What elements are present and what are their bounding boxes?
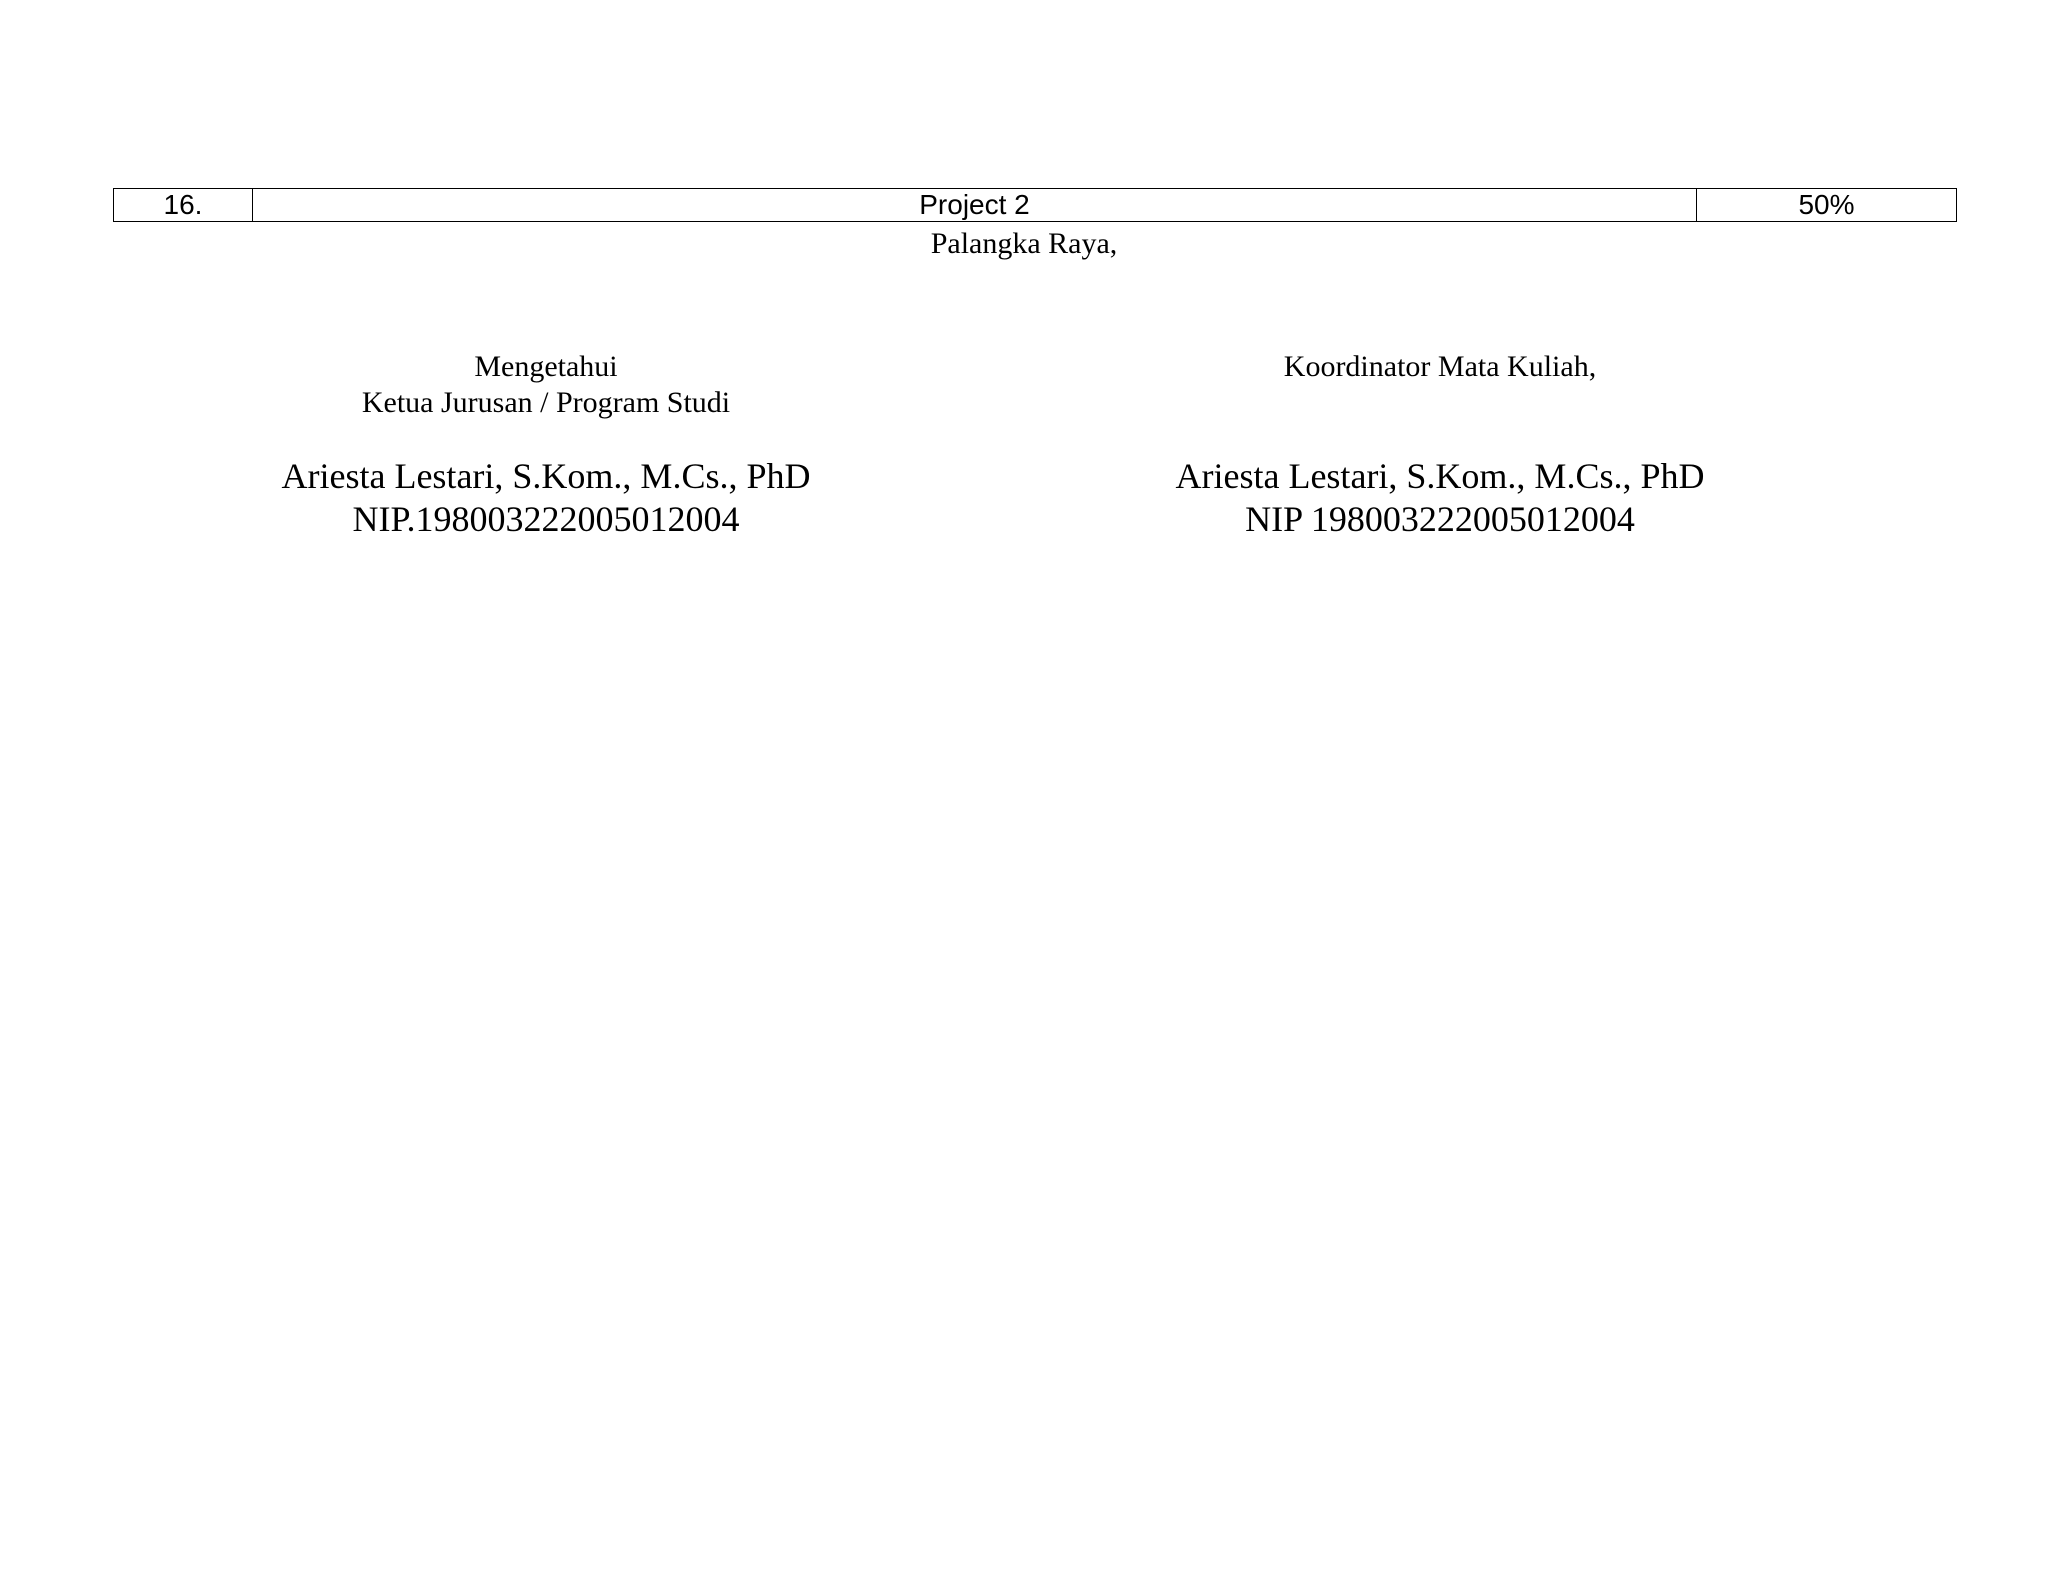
assessment-table xyxy=(113,188,1957,222)
left-signature-roles xyxy=(146,349,946,421)
signatory-nip: NIP.198003222005012004 xyxy=(352,499,740,539)
right-signature-roles xyxy=(1040,349,1840,385)
weight-cell: 50% xyxy=(1697,189,1957,222)
acknowledgement-label: Mengetahui xyxy=(474,350,618,383)
right-signatory xyxy=(1040,455,1840,541)
left-signatory xyxy=(146,455,946,541)
signatory-name: Ariesta Lestari, S.Kom., M.Cs., PhD xyxy=(1175,456,1705,496)
signatory-name: Ariesta Lestari, S.Kom., M.Cs., PhD xyxy=(281,456,811,496)
city-date-line: Palangka Raya, xyxy=(930,227,1118,260)
department-head-title: Ketua Jurusan / Program Studi xyxy=(361,386,731,419)
course-coordinator-title: Koordinator Mata Kuliah, xyxy=(1283,350,1597,383)
assessment-item-cell: Project 2 xyxy=(253,189,1697,222)
row-number-cell: 16. xyxy=(114,189,253,222)
signatory-nip: NIP 198003222005012004 xyxy=(1245,499,1635,539)
table-row xyxy=(114,189,1957,222)
